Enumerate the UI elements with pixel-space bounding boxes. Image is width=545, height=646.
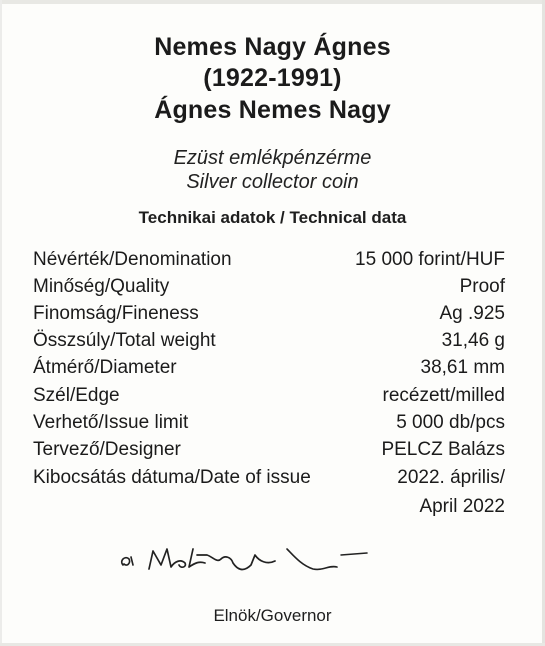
- spec-row: [0, 328, 545, 354]
- spec-row: [0, 355, 545, 381]
- subtitle-hungarian: Ezüst emlékpénzérme: [173, 147, 372, 169]
- section-title: Technikai adatok / Technical data: [138, 208, 407, 227]
- spec-label: Összsúly/Total weight: [33, 330, 216, 351]
- spec-value: 2022. április/: [397, 467, 505, 488]
- spec-label: Kibocsátás dátuma/Date of issue: [33, 467, 311, 488]
- spec-row: [0, 383, 545, 409]
- spec-label: Tervező/Designer: [33, 439, 181, 460]
- spec-row-continued: [0, 494, 545, 520]
- signature-image: [115, 535, 375, 585]
- title-english: Ágnes Nemes Nagy: [154, 96, 391, 124]
- spec-row: [0, 465, 545, 491]
- spec-value: 15 000 forint/HUF: [355, 249, 505, 270]
- spec-label: Verhető/Issue limit: [33, 412, 189, 433]
- spec-value: Ag .925: [439, 303, 505, 324]
- spec-row: [0, 274, 545, 300]
- title-hungarian: Nemes Nagy Ágnes: [154, 33, 391, 61]
- spec-label: Minőség/Quality: [33, 276, 170, 297]
- spec-value: Proof: [459, 276, 505, 297]
- spec-value: 5 000 db/pcs: [396, 412, 505, 433]
- spec-row: [0, 301, 545, 327]
- spec-value: PELCZ Balázs: [381, 439, 505, 460]
- spec-label: Névérték/Denomination: [33, 249, 232, 270]
- spec-row: [0, 437, 545, 463]
- spec-row: [0, 247, 545, 273]
- spec-label: Átmérő/Diameter: [33, 357, 177, 378]
- spec-row: [0, 410, 545, 436]
- spec-value: 38,61 mm: [420, 357, 505, 378]
- spec-value: 31,46 g: [441, 330, 505, 351]
- subtitle-english: Silver collector coin: [186, 171, 359, 193]
- paper-edge-top: [0, 0, 545, 4]
- spec-label: Szél/Edge: [33, 385, 120, 406]
- spec-value-continued: April 2022: [419, 496, 505, 517]
- spec-value: recézett/milled: [382, 385, 505, 406]
- governor-title: Elnök/Governor: [213, 606, 332, 625]
- spec-label: Finomság/Fineness: [33, 303, 199, 324]
- title-years: (1922-1991): [203, 64, 342, 92]
